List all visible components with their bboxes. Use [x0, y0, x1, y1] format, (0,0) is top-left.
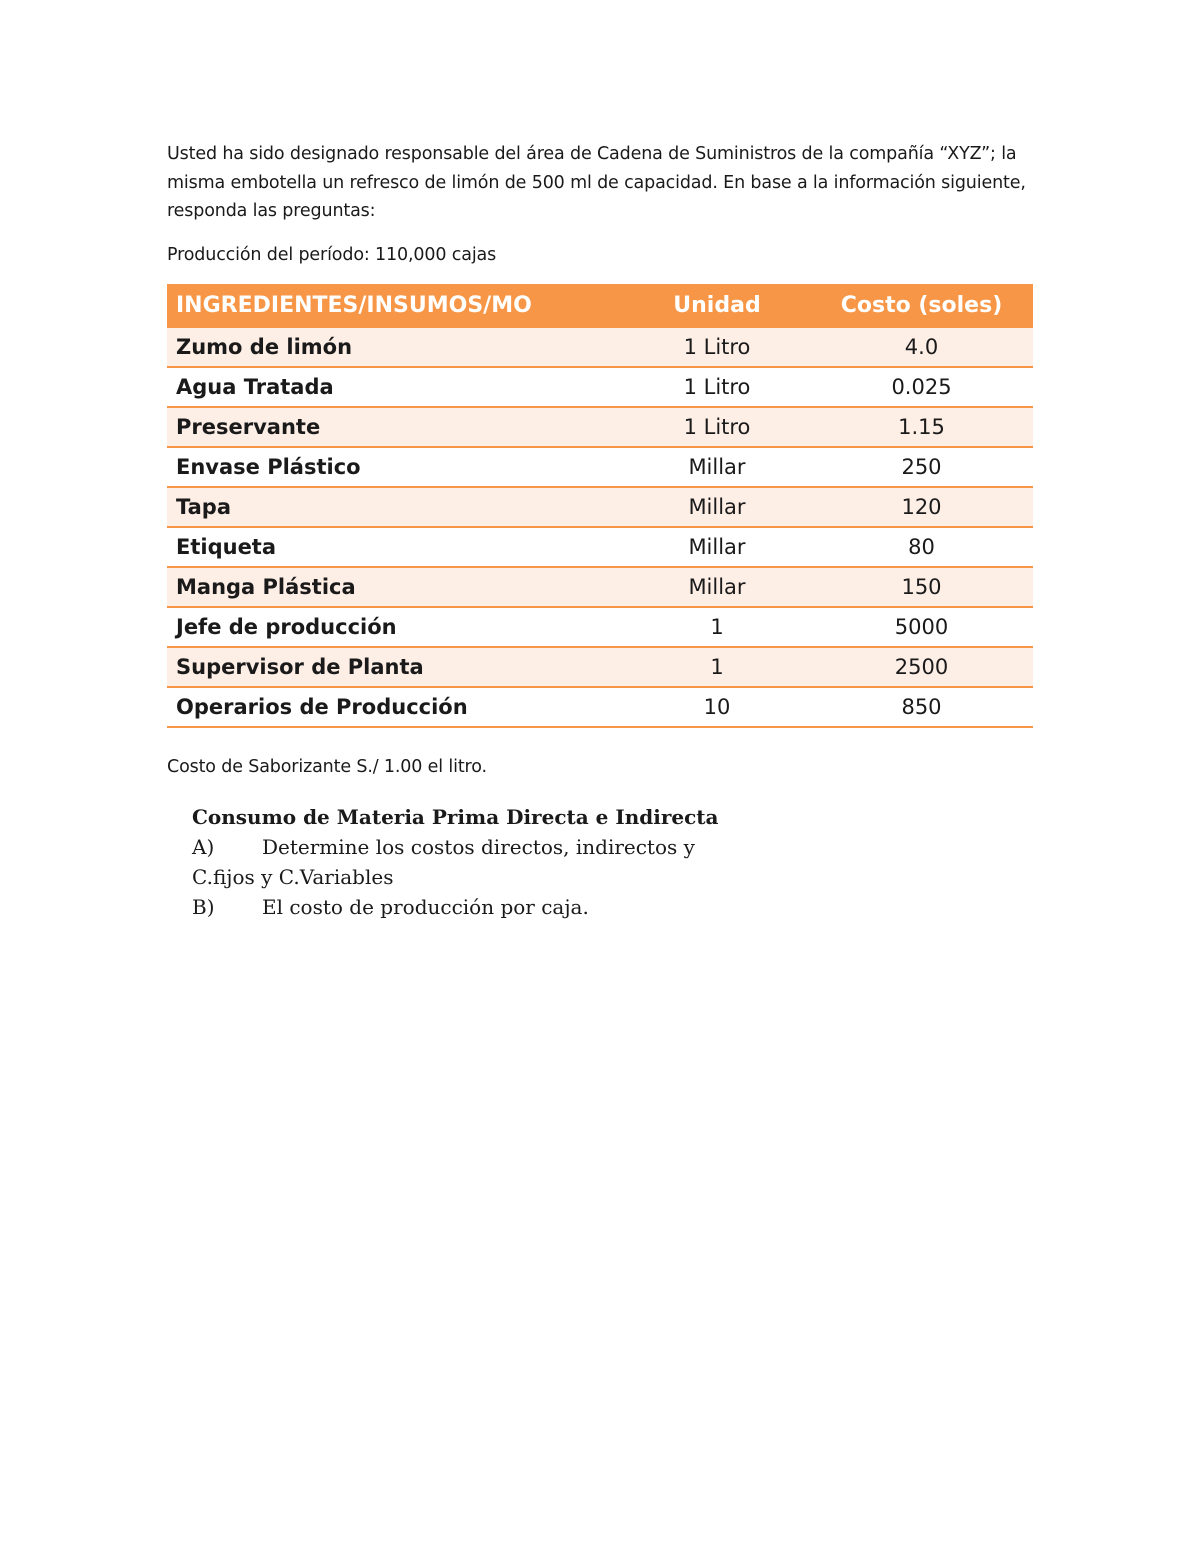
row-cost: 120	[810, 487, 1033, 527]
row-item: Preservante	[167, 407, 624, 447]
row-unit: 1 Litro	[624, 407, 810, 447]
table-row	[167, 327, 1033, 367]
question-a-text: Determine los costos directos, indirectos y	[262, 835, 695, 859]
flavor-cost-note: Costo de Saborizante S./ 1.00 el litro.	[167, 757, 487, 777]
row-item: Manga Plástica	[167, 567, 624, 607]
table-row	[167, 487, 1033, 527]
row-unit: 1	[624, 607, 810, 647]
row-cost: 250	[810, 447, 1033, 487]
intro-paragraph	[167, 140, 1047, 226]
row-cost: 0.025	[810, 367, 1033, 407]
row-item: Supervisor de Planta	[167, 647, 624, 687]
row-unit: Millar	[624, 527, 810, 567]
row-item: Tapa	[167, 487, 624, 527]
header-cost: Costo (soles)	[810, 284, 1033, 327]
row-item: Agua Tratada	[167, 367, 624, 407]
cost-table	[167, 284, 1033, 728]
question-a-continuation: C.fijos y C.Variables	[192, 865, 394, 889]
table-row	[167, 567, 1033, 607]
row-item: Envase Plástico	[167, 447, 624, 487]
question-b	[192, 892, 752, 922]
header-unit: Unidad	[624, 284, 810, 327]
row-unit: Millar	[624, 487, 810, 527]
row-unit: 1	[624, 647, 810, 687]
row-cost: 850	[810, 687, 1033, 727]
row-cost: 150	[810, 567, 1033, 607]
table-row	[167, 407, 1033, 447]
table-row	[167, 647, 1033, 687]
row-unit: 1 Litro	[624, 367, 810, 407]
row-unit: 1 Litro	[624, 327, 810, 367]
intro-line-3: responda las preguntas:	[167, 201, 376, 221]
question-b-label: B)	[192, 895, 215, 919]
row-cost: 4.0	[810, 327, 1033, 367]
table-row	[167, 527, 1033, 567]
section-title: Consumo de Materia Prima Directa e Indirecta	[192, 805, 719, 829]
row-cost: 2500	[810, 647, 1033, 687]
table-row	[167, 607, 1033, 647]
row-cost: 5000	[810, 607, 1033, 647]
row-item: Etiqueta	[167, 527, 624, 567]
row-cost: 1.15	[810, 407, 1033, 447]
question-b-text: El costo de producción por caja.	[262, 895, 589, 919]
question-a-label: A)	[192, 835, 215, 859]
row-cost: 80	[810, 527, 1033, 567]
row-item: Jefe de producción	[167, 607, 624, 647]
header-ingredients: INGREDIENTES/INSUMOS/MO	[167, 284, 624, 327]
questions-section	[192, 802, 752, 922]
table-row	[167, 367, 1033, 407]
table-row	[167, 447, 1033, 487]
table-row	[167, 687, 1033, 727]
intro-line-2: misma embotella un refresco de limón de 500 ml de capacidad. En base a la información siguiente,	[167, 172, 1026, 193]
row-item: Zumo de limón	[167, 327, 624, 367]
cost-table-header	[167, 284, 1033, 327]
intro-line-1: Usted ha sido designado responsable del área de Cadena de Suministros de la compañía “XYZ”; la	[167, 144, 1017, 164]
row-unit: 10	[624, 687, 810, 727]
row-unit: Millar	[624, 447, 810, 487]
production-volume: Producción del período: 110,000 cajas	[167, 245, 497, 265]
question-a	[192, 832, 752, 862]
row-unit: Millar	[624, 567, 810, 607]
row-item: Operarios de Producción	[167, 687, 624, 727]
